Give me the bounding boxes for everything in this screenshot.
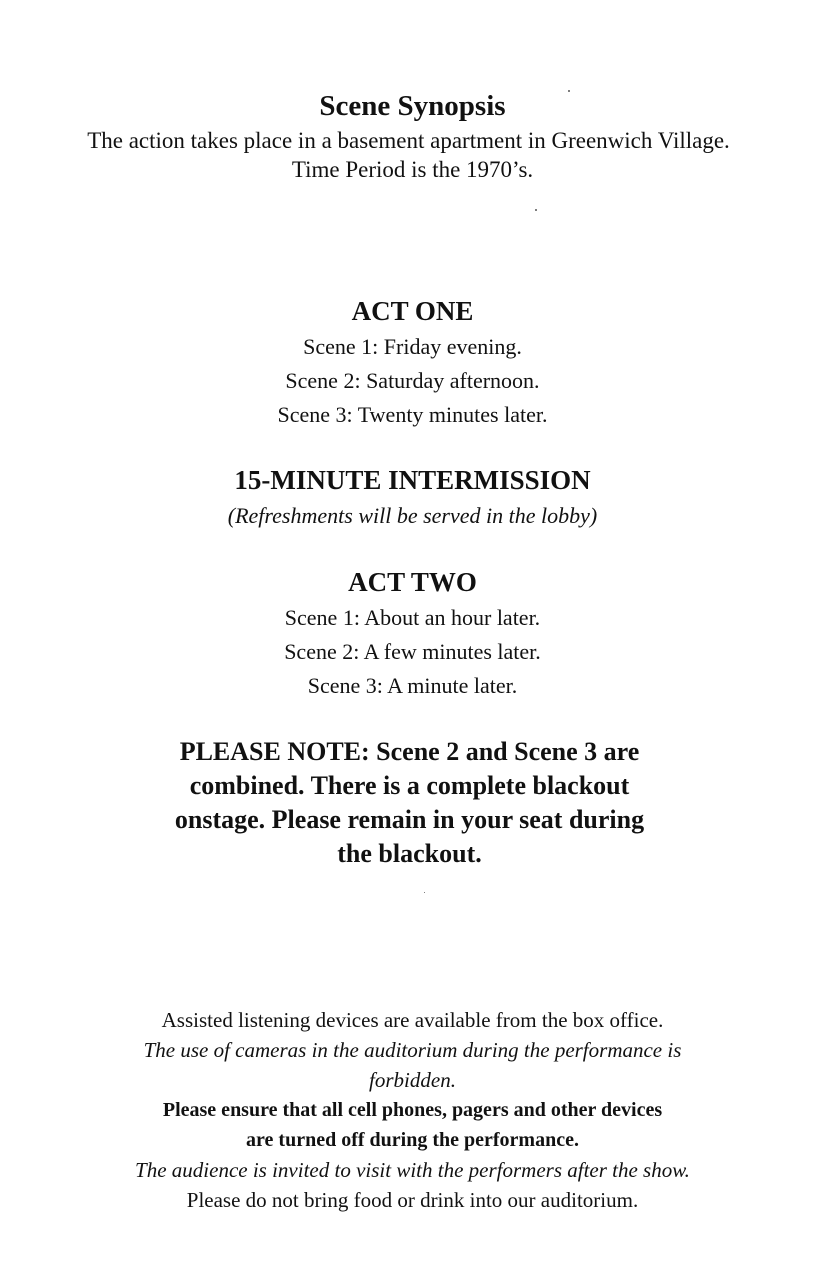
act-one-scene-2: Scene 2: Saturday afternoon. (285, 368, 540, 393)
act-two-scene-1: Scene 1: About an hour later. (284, 605, 541, 630)
scan-speck (535, 209, 537, 211)
intermission-section (0, 461, 825, 533)
listening-devices-notice: Assisted listening devices are available from the box office. (161, 1008, 664, 1032)
synopsis-title: Scene Synopsis (319, 90, 506, 122)
devices-notice-line-1: Please ensure that all cell phones, pagers and other devices (162, 1099, 663, 1121)
act-two-title: ACT TWO (348, 567, 477, 597)
note-line-3: onstage. Please remain in your seat during (174, 805, 645, 834)
act-one-title: ACT ONE (351, 296, 474, 326)
synopsis-period: Time Period is the 1970’s. (291, 157, 534, 182)
act-two-scene-2: Scene 2: A few minutes later. (284, 639, 541, 664)
cameras-notice-line-2: forbidden. (369, 1068, 456, 1092)
blackout-note (0, 735, 822, 871)
intermission-title: 15-MINUTE INTERMISSION (234, 465, 591, 495)
food-drink-notice: Please do not bring food or drink into our auditorium. (186, 1188, 639, 1212)
intermission-note: (Refreshments will be served in the lobby) (227, 503, 598, 528)
devices-notice-line-2: are turned off during the performance. (246, 1129, 579, 1151)
audience-notices (0, 1005, 825, 1215)
synopsis-setting: The action takes place in a basement apartment in Greenwich Village. (87, 128, 730, 153)
scan-speck (424, 892, 425, 893)
note-line-1: PLEASE NOTE: Scene 2 and Scene 3 are (179, 737, 640, 766)
note-line-4: the blackout. (337, 839, 482, 868)
act-two-scene-3: Scene 3: A minute later. (307, 673, 518, 698)
scan-speck (568, 90, 570, 92)
note-line-2: combined. There is a complete blackout (189, 771, 630, 800)
act-two-section (0, 563, 825, 703)
performers-visit-notice: The audience is invited to visit with the performers after the show. (135, 1158, 690, 1182)
act-one-scene-3: Scene 3: Twenty minutes later. (277, 402, 548, 427)
act-one-scene-1: Scene 1: Friday evening. (303, 334, 522, 359)
scene-synopsis-section (0, 86, 825, 184)
act-one-section (0, 292, 825, 432)
cameras-notice-line-1: The use of cameras in the auditorium during the performance is (143, 1038, 682, 1062)
